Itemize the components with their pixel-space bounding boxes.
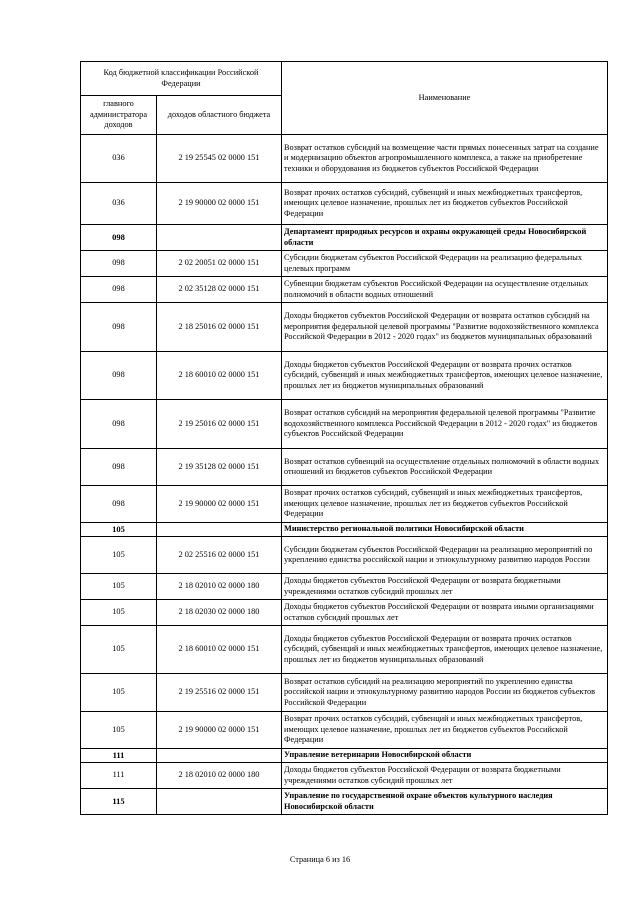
revenue-code-cell: 2 19 35128 02 0000 151 [157,449,282,486]
admin-code-cell: 098 [81,352,157,400]
name-cell: Субсидии бюджетам субъектов Российской Федерации на реализацию мероприятий по укреплению единства российской нации и этнокультурному развитию народов России [282,537,608,574]
table-row [81,251,608,277]
admin-code-cell: 105 [81,600,157,626]
revenue-code-cell: 2 19 25516 02 0000 151 [157,674,282,712]
name-cell: Субсидии бюджетам субъектов Российской Федерации на реализацию федеральных целевых программ [282,251,608,277]
name-cell: Доходы бюджетов субъектов Российской Федерации от возврата бюджетными учреждениями остатков субсидий прошлых лет [282,574,608,600]
table-row [81,277,608,303]
admin-code-cell: 111 [81,763,157,789]
table-row [81,352,608,400]
revenue-code-cell: 2 18 02010 02 0000 180 [157,574,282,600]
header-code-cell: доходов областного бюджета [157,96,282,135]
revenue-code-cell: 2 02 20051 02 0000 151 [157,251,282,277]
admin-code-cell: 105 [81,537,157,574]
name-cell: Возврат остатков субвенций на осуществление отдельных полномочий в области водных отношений из бюджетов субъектов Российской Федерации [282,449,608,486]
revenue-code-cell [157,789,282,815]
name-cell: Возврат прочих остатков субсидий, субвенций и иных межбюджетных трансфертов, имеющих целевое назначение, прошлых лет из бюджетов субъектов Российской Федерации [282,183,608,225]
admin-code-cell: 105 [81,712,157,749]
admin-code-cell: 098 [81,303,157,352]
table-row [81,135,608,183]
table-row [81,225,608,251]
revenue-code-cell: 2 19 25545 02 0000 151 [157,135,282,183]
admin-code-cell: 098 [81,277,157,303]
table-row [81,626,608,674]
revenue-code-cell: 2 18 02010 02 0000 180 [157,763,282,789]
admin-code-cell: 105 [81,674,157,712]
header-group-cell: Код бюджетной классификации Российской Федерации [81,62,282,96]
admin-code-cell: 098 [81,251,157,277]
table-row [81,574,608,600]
name-cell: Управление ветеринарии Новосибирской области [282,749,608,763]
page-number: Страница 6 из 16 [289,855,351,864]
table-row [81,303,608,352]
table-row [81,749,608,763]
name-cell: Субвенции бюджетам субъектов Российской Федерации на осуществление отдельных полномочий в области водных отношений [282,277,608,303]
revenue-code-cell: 2 19 90000 02 0000 151 [157,712,282,749]
name-cell: Доходы бюджетов субъектов Российской Федерации от возврата прочих остатков субсидий, субвенций и иных межбюджетных трансфертов, имеющих целевое назначение, прошлых лет из бюджетов муниципальных образований [282,626,608,674]
admin-code-cell: 098 [81,486,157,523]
table-row [81,183,608,225]
admin-code-cell: 105 [81,626,157,674]
revenue-code-cell [157,225,282,251]
admin-code-cell: 098 [81,449,157,486]
name-cell: Возврат остатков субсидий на возмещение части прямых понесенных затрат на создание и модернизацию объектов агропромышленного комплекса, а также на приобретение техники и оборудования из бюджетов субъектов Российской Федерации [282,135,608,183]
name-cell: Управление по государственной охране объектов культурного наследия Новосибирской области [282,789,608,815]
revenue-code-cell: 2 19 90000 02 0000 151 [157,486,282,523]
revenue-code-cell: 2 02 25516 02 0000 151 [157,537,282,574]
name-cell: Доходы бюджетов субъектов Российской Федерации от возврата иными организациями остатков субсидий прошлых лет [282,600,608,626]
name-cell: Доходы бюджетов субъектов Российской Федерации от возврата бюджетными учреждениями остатков субсидий прошлых лет [282,763,608,789]
table-row [81,789,608,815]
name-cell: Департамент природных ресурсов и охраны окружающей среды Новосибирской области [282,225,608,251]
admin-code-cell: 036 [81,183,157,225]
revenue-code-cell: 2 18 02030 02 0000 180 [157,600,282,626]
revenue-code-cell [157,523,282,537]
header-admin-cell: главного администратора доходов [81,96,157,135]
revenue-code-cell: 2 19 25016 02 0000 151 [157,400,282,449]
admin-code-cell: 036 [81,135,157,183]
revenue-code-cell: 2 18 60010 02 0000 151 [157,352,282,400]
name-cell: Возврат прочих остатков субсидий, субвенций и иных межбюджетных трансфертов, имеющих целевое назначение, прошлых лет из бюджетов субъектов Российской Федерации [282,712,608,749]
name-cell: Возврат прочих остатков субсидий, субвенций и иных межбюджетных трансфертов, имеющих целевое назначение, прошлых лет из бюджетов субъектов Российской Федерации [282,486,608,523]
table-row [81,674,608,712]
revenue-code-cell [157,749,282,763]
table-row [81,523,608,537]
admin-code-cell: 098 [81,400,157,449]
table-row [81,449,608,486]
revenue-code-cell: 2 18 60010 02 0000 151 [157,626,282,674]
admin-code-cell: 098 [81,225,157,251]
admin-code-cell: 115 [81,789,157,815]
admin-code-cell: 105 [81,574,157,600]
table-row [81,600,608,626]
name-cell: Министерство региональной политики Новосибирской области [282,523,608,537]
budget-classification-table [80,61,608,815]
table-row [81,537,608,574]
name-cell: Возврат остатков субсидий на мероприятия федеральной целевой программы "Развитие водохозяйственного комплекса Российской Федерации в 2012 - 2020 годах" из бюджетов субъектов Российской Федерации [282,400,608,449]
table-row [81,486,608,523]
revenue-code-cell: 2 18 25016 02 0000 151 [157,303,282,352]
name-cell: Возврат остатков субсидий на реализацию мероприятий по укреплению единства российской нации и этнокультурному развитию народов России из бюджетов субъектов Российской Федерации [282,674,608,712]
table-row [81,712,608,749]
name-cell: Доходы бюджетов субъектов Российской Федерации от возврата прочих остатков субсидий, субвенций и иных межбюджетных трансфертов, имеющих целевое назначение, прошлых лет из бюджетов муниципальных образований [282,352,608,400]
name-cell: Доходы бюджетов субъектов Российской Федерации от возврата остатков субсидий на мероприятия федеральной целевой программы "Развитие водохозяйственного комплекса Российской Федерации в 2012 - 2020 годах" из бюджетов муниципальных образований [282,303,608,352]
table-row [81,400,608,449]
revenue-code-cell: 2 02 35128 02 0000 151 [157,277,282,303]
header-name-cell: Наименование [282,62,608,135]
admin-code-cell: 111 [81,749,157,763]
revenue-code-cell: 2 19 90000 02 0000 151 [157,183,282,225]
table-row [81,763,608,789]
admin-code-cell: 105 [81,523,157,537]
